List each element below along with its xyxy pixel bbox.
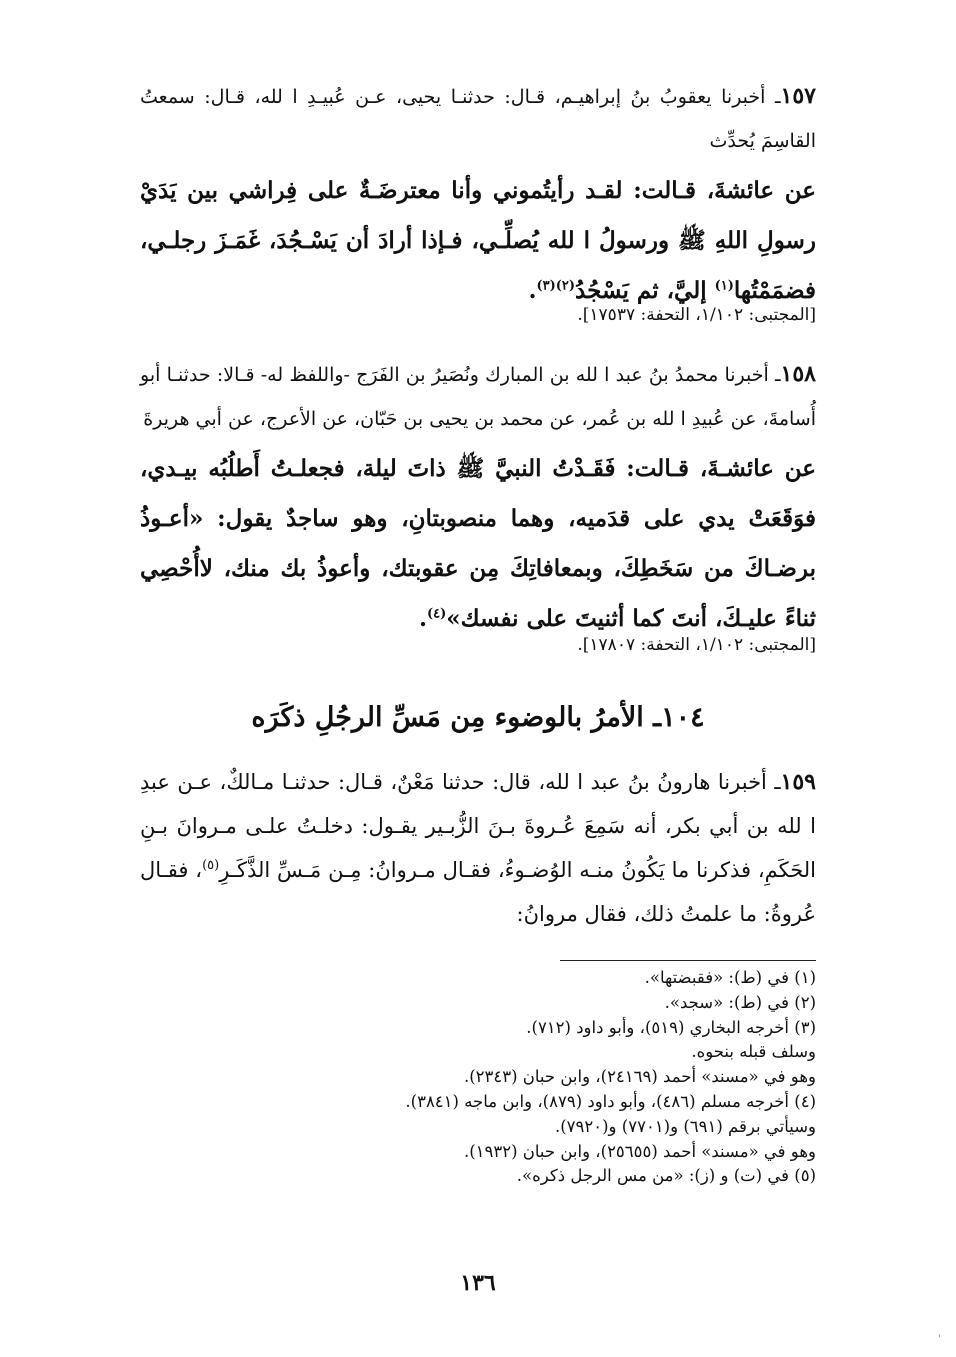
corner-mark: ': [938, 1334, 941, 1345]
hadith-157-isnad: [140, 74, 816, 163]
page-number: ١٣٦: [460, 1270, 496, 1296]
footnote-line: وسيأتي برقم (٦٩١) و(٧٧٠١) و(٧٩٢٠).: [554, 1116, 816, 1136]
hadith-text: ـ أخبرنا هارونُ بنُ عبد ا لله، قال: حدثنا مَعْنٌ، قـال: حدثنـا مـالكٌ، عـن عبدِ ا لله بن أبي بكر، أنه سَمِعَ عُـروةَ بـنَ الزُّبـير يقـول: دخلـتُ علـى مـروانَ بـنِ الحَكَمِ، فذكرنا ما يَكُونُ منـه الوُضـوءُ، فقـال مـروانُ: مِـن مَـسِّ الذَّكَـرِ: [140, 770, 816, 882]
hadith-text-continued: ، فقـال عُروةُ: ما علمتُ ذلك، فقال مروانُ:: [140, 858, 816, 926]
hadith-number: ١٥٩: [780, 769, 816, 795]
footnote-separator: [560, 960, 816, 961]
footnote-line: (١) في (ط): «فقبضتها».: [644, 968, 816, 987]
footnote-line: (٤) أخرجه مسلم (٤٨٦)، وأبو داود (٨٧٩)، وابن ماجه (٣٨٤١).: [405, 1091, 816, 1111]
footnote-line: (٢) في (ط): «سجد».: [664, 992, 816, 1012]
matn-text-continued: إليَّ، ثم يَسْجُدُ: [575, 277, 715, 304]
hadith-157-reference: [المجتبى: ١/١٠٢، التحفة: ١٧٥٣٧].: [577, 305, 816, 325]
hadith-number: ١٥٨: [780, 361, 816, 387]
hadith-159-text: [140, 760, 816, 936]
period: .: [418, 605, 427, 632]
footnote-marker: (١): [714, 278, 734, 294]
footnote-line: وهو في «مسند» أحمد (٢٤١٦٩)، وابن حبان (٢٣٤٣).: [463, 1067, 816, 1087]
hadith-157-matn: [140, 166, 816, 316]
footnote-marker: (٥): [202, 858, 220, 873]
isnad-text: ـ أخبرنا محمدُ بنُ عبد ا لله بن المبارك ونُصَيرُ بن الفَرَج -واللفظ له- قـالا: حدثنـا أبو أُسامةَ، عن عُبيدِ ا لله بن عُمر، عن محمد بن يحيى بن حَبّان، عن الأعرج، عن أبي هريرةَ: [140, 364, 816, 430]
footnote-line: وهو في «مسند» أحمد (٢٥٦٥٥)، وابن حبان (١٩٣٢).: [463, 1141, 816, 1161]
footnotes: [200, 966, 816, 1189]
footnote-line: (٥) في (ت) و (ز): «من مس الرجل ذكره».: [516, 1166, 816, 1186]
matn-text: عن عائشـةَ، قـالت: فَقَـدْتُ النبيَّ ﷺ ذاتَ ليلة، فجعلـتُ أَطلُبُه بيـدي، فوَقَعَتْ يدي على قدَميه، وهما منصوبتانِ، وهو ساجدٌ يقول: «أعـوذُ برضـاكَ من سَخَطِكَ، وبمعافاتِكَ مِن عقوبتك، وأعوذُ بك منك، لاأُحْصِي ثناءً عليـكَ، أنتَ كما أثنيتَ على نفسك»: [140, 455, 816, 632]
hadith-158-isnad: [140, 352, 816, 441]
footnote-marker: (٤): [426, 606, 447, 622]
hadith-number: ١٥٧: [780, 83, 816, 109]
hadith-158-reference: [المجتبى: ١/١٠٢، التحفة: ١٧٨٠٧].: [577, 635, 816, 655]
isnad-text: ـ أخبرنا يعقوبُ بنُ إبراهيـم، قـال: حدثنـا يحيى، عـن عُبيـدِ ا لله، قـال: سمعتُ القاسِمَ يُحدِّث: [140, 86, 816, 152]
footnote-marker: (٢)(٣): [536, 278, 576, 294]
period: .: [528, 277, 537, 304]
matn-text: عن عائشةَ، قـالت: لقـد رأيتُموني وأنا معترضَـةٌ على فِراشي بين يَدَيْ رسولِ اللهِ ﷺ ورسولُ ا لله يُصلِّـي، فـإذا أرادَ أن يَسْـجُدَ، غَمَـزَ رجلـي، فضمَمْتُها: [140, 177, 816, 304]
hadith-158-matn: [140, 444, 816, 644]
footnote-line: (٣) أخرجه البخاري (٥١٩)، وأبو داود (٧١٢).: [526, 1017, 816, 1037]
footnote-line: وسلف قبله بنحوه.: [691, 1042, 816, 1062]
chapter-heading: ١٠٤ـ الأمرُ بالوضوء مِن مَسِّ الرجُلِ ذكَرَه: [251, 702, 705, 733]
